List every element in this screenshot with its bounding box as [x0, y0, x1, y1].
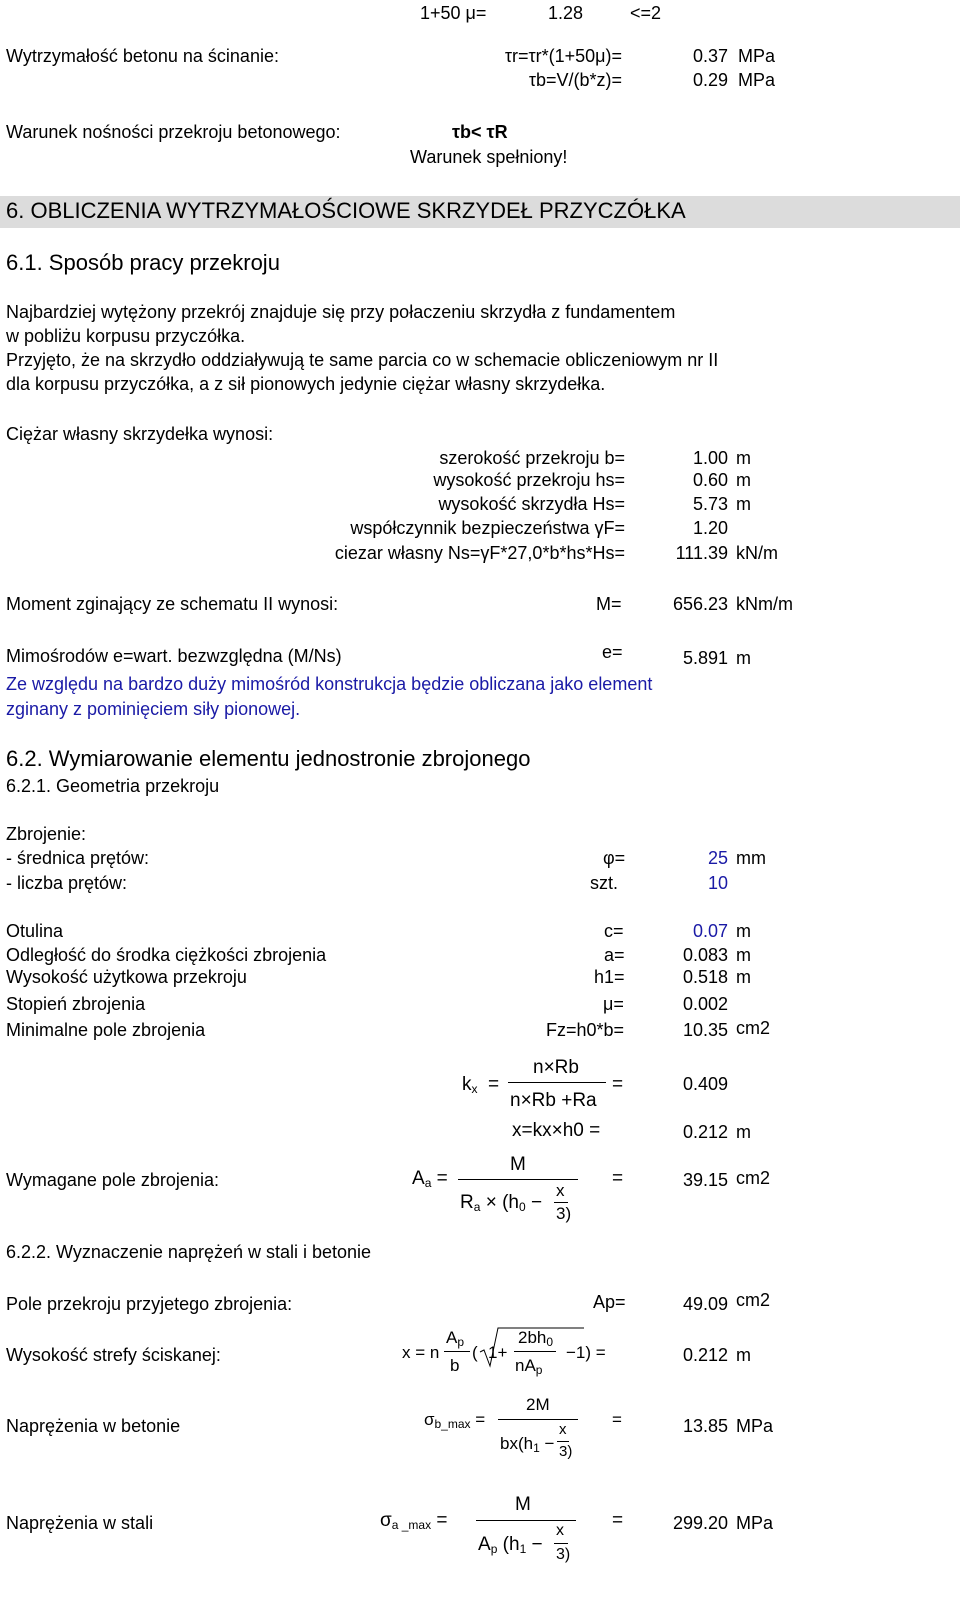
fraction-line — [554, 1543, 568, 1544]
sb-value: 13.85 — [682, 1416, 728, 1436]
sb-formula: 3) — [559, 1443, 573, 1460]
mu-expression: 1+50 μ= — [420, 3, 487, 23]
geom-symbol: Fz=h0*b= — [546, 1020, 625, 1040]
kx-numerator: n×Rb — [533, 1057, 579, 1078]
fraction-line — [557, 1441, 569, 1442]
weight-row-expr: wysokość skrzydła Hs= — [438, 494, 625, 514]
tau-r-expression: τr=τr*(1+50μ)= — [504, 46, 622, 66]
fraction-line — [458, 1179, 578, 1180]
eccentricity-note: zginany z pominięciem siły pionowej. — [6, 699, 301, 719]
weight-label: Ciężar własny skrzydełka wynosi: — [6, 424, 274, 444]
ap-unit: cm2 — [736, 1290, 771, 1310]
aa-label: Wymagane pole zbrojenia: — [6, 1170, 219, 1190]
diameter-unit: mm — [736, 848, 766, 868]
weight-row-value: 1.20 — [692, 518, 728, 538]
geom-value: 10.35 — [682, 1020, 728, 1040]
comp-formula: 1+ — [488, 1343, 508, 1362]
sa-formula: M — [515, 1494, 531, 1515]
capacity-result: Warunek spełniony! — [410, 147, 568, 167]
fraction-line — [514, 1351, 556, 1352]
geom-symbol: c= — [604, 921, 624, 941]
fraction-line — [554, 1202, 568, 1203]
paragraph-line: Najbardziej wytężony przekrój znajduje się przy połaczeniu skrzydła z fundamentem — [6, 302, 676, 322]
tau-r-unit: MPa — [738, 46, 776, 66]
geom-unit: cm2 — [736, 1018, 771, 1038]
sa-formula: x — [556, 1522, 564, 1539]
fraction-line — [498, 1419, 578, 1420]
geom-label: Stopień zbrojenia — [6, 994, 146, 1014]
comp-formula: b — [450, 1356, 460, 1375]
ap-symbol: Ap= — [593, 1292, 626, 1312]
geom-label: Odległość do środka ciężkości zbrojenia — [6, 945, 327, 965]
geom-value: 0.002 — [682, 994, 728, 1014]
kx-denominator: n×Rb +Ra — [510, 1090, 597, 1111]
section-6-title: 6. OBLICZENIA WYTRZYMAŁOŚCIOWE SKRZYDEŁ PRZYCZÓŁKA — [6, 198, 686, 223]
weight-row-unit: m — [736, 470, 751, 490]
count-label: - liczba prętów: — [6, 873, 128, 893]
paragraph-line: w pobliżu korpusu przyczółka. — [6, 326, 246, 346]
comp-label: Wysokość strefy ściskanej: — [6, 1345, 221, 1365]
sb-formula: 2M — [526, 1395, 550, 1414]
comp-formula: $nA_p$ — [515, 1356, 543, 1377]
weight-row-expr: szerokość przekroju b= — [439, 448, 625, 468]
sa-label: Naprężenia w stali — [6, 1513, 154, 1533]
aa-value: 39.15 — [682, 1170, 728, 1190]
eccentricity-unit: m — [736, 648, 751, 668]
x-over-3: 3) — [556, 1204, 572, 1223]
x-expression: x=kx×h0 = — [512, 1120, 601, 1141]
shear-label: Wytrzymałość betonu na ścinanie: — [6, 46, 279, 66]
weight-row-unit: kN/m — [736, 543, 778, 563]
paragraph-line: dla korpusu przyczółka, a z sił pionowych jedynie ciężar własny skrzydełka. — [6, 374, 606, 394]
diameter-value: 25 — [707, 848, 728, 868]
section-6-2-title: 6.2. Wymiarowanie elementu jednostronie zbrojonego — [6, 746, 531, 771]
kx-value: 0.409 — [682, 1074, 728, 1094]
sb-formula: $\sigma_{b\_max}$ = — [424, 1410, 486, 1431]
sb-formula: $bx(h_1$ − — [500, 1434, 555, 1455]
fraction-line — [444, 1351, 470, 1352]
comp-unit: m — [736, 1345, 751, 1365]
geom-label: Wysokość użytkowa przekroju — [6, 967, 247, 987]
weight-row-value: 1.00 — [692, 448, 728, 468]
x-unit: m — [736, 1122, 751, 1142]
fraction-line — [476, 1520, 576, 1521]
eccentricity-value: 5.891 — [682, 648, 728, 668]
tau-r-value: 0.37 — [692, 46, 728, 66]
moment-label: Moment zginający ze schematu II wynosi: — [6, 594, 339, 614]
paragraph-line: Przyjęto, że na skrzydło oddziaływują te same parcia co w schemacie obliczeniowym nr II — [6, 350, 719, 370]
weight-row-value: 111.39 — [675, 543, 728, 563]
weight-row-value: 0.60 — [692, 470, 728, 490]
count-value: 10 — [707, 873, 728, 893]
eccentricity-note: Ze względu na bardzo duży mimośród konstrukcja będzie obliczana jako element — [6, 674, 653, 694]
comp-formula: −1) = — [566, 1343, 606, 1362]
geom-value: 0.518 — [682, 967, 728, 987]
section-6-1-title: 6.1. Sposób pracy przekroju — [6, 250, 280, 275]
section-6-2-1-title: 6.2.1. Geometria przekroju — [6, 776, 220, 796]
moment-symbol: M= — [596, 594, 622, 614]
sb-label: Naprężenia w betonie — [6, 1416, 181, 1436]
x-value: 0.212 — [682, 1122, 728, 1142]
geom-symbol: μ= — [603, 994, 624, 1014]
kx-symbol: $k_x$ — [462, 1074, 478, 1096]
weight-row-expr: ciezar własny Ns=γF*27,0*b*hs*Hs= — [334, 543, 625, 563]
sa-value: 299.20 — [672, 1513, 728, 1533]
aa-numerator: M — [510, 1154, 526, 1175]
weight-row-value: 5.73 — [692, 494, 728, 514]
sa-unit: MPa — [736, 1513, 774, 1533]
count-symbol: szt. — [590, 873, 619, 893]
tau-b-value: 0.29 — [692, 70, 728, 90]
geom-unit: m — [736, 967, 751, 987]
geom-unit: m — [736, 945, 751, 965]
diameter-symbol: φ= — [603, 848, 626, 868]
tau-b-expression: τb=V/(b*z)= — [528, 70, 622, 90]
ap-label: Pole przekroju przyjetego zbrojenia: — [6, 1294, 293, 1314]
capacity-label: Warunek nośności przekroju betonowego: — [6, 122, 341, 142]
moment-value: 656.23 — [672, 594, 728, 614]
geom-label: Otulina — [6, 921, 64, 941]
weight-row-expr: wysokość przekroju hs= — [433, 470, 625, 490]
comp-formula: ( — [472, 1343, 478, 1362]
aa-denominator: $R_a \times (h_0$ − — [460, 1192, 543, 1214]
rebar-label: Zbrojenie: — [6, 824, 87, 844]
equals-sign: = — [612, 1168, 624, 1189]
aa-unit: cm2 — [736, 1168, 771, 1188]
sa-formula: $\sigma_{a \_max}$ = — [380, 1510, 448, 1532]
comp-value: 0.212 — [682, 1345, 728, 1365]
section-6-2-2-title: 6.2.2. Wyznaczenie naprężeń w stali i betonie — [6, 1242, 372, 1262]
fraction-line — [508, 1082, 606, 1083]
comp-formula: $A_p$ — [446, 1328, 465, 1349]
geom-unit: m — [736, 921, 751, 941]
geom-symbol: h1= — [594, 967, 625, 987]
weight-row-unit: m — [736, 494, 751, 514]
geom-value: 0.07 — [692, 921, 728, 941]
sa-formula: 3) — [556, 1546, 571, 1563]
equals-sign: = — [612, 1410, 622, 1429]
mu-value: 1.28 — [548, 3, 584, 23]
mu-condition: <=2 — [630, 3, 662, 23]
sb-formula: x — [559, 1421, 567, 1438]
eccentricity-symbol: e= — [602, 642, 623, 662]
ap-value: 49.09 — [682, 1294, 728, 1314]
capacity-condition: τb< τR — [452, 122, 508, 142]
moment-unit: kNm/m — [736, 594, 793, 614]
weight-row-expr: współczynnik bezpieczeństwa γF= — [350, 518, 625, 538]
sa-formula: $A_p$ ($h_1$ − — [478, 1534, 543, 1556]
weight-row-unit: m — [736, 448, 751, 468]
x-over-3: x — [556, 1181, 565, 1200]
comp-formula: $2bh_0$ — [518, 1328, 554, 1349]
geom-symbol: a= — [604, 945, 625, 965]
aa-symbol: $A_a$ = — [412, 1168, 448, 1190]
equals-sign: = — [612, 1074, 624, 1095]
geom-value: 0.083 — [682, 945, 728, 965]
eccentricity-label: Mimośrodów e=wart. bezwzględna (M/Ns) — [6, 646, 342, 666]
comp-formula: x = n — [402, 1343, 440, 1362]
equals-sign: = — [612, 1510, 624, 1531]
diameter-label: - średnica prętów: — [6, 848, 150, 868]
tau-b-unit: MPa — [738, 70, 776, 90]
geom-label: Minimalne pole zbrojenia — [6, 1020, 206, 1040]
equals-sign: = — [488, 1074, 500, 1095]
sb-unit: MPa — [736, 1416, 774, 1436]
